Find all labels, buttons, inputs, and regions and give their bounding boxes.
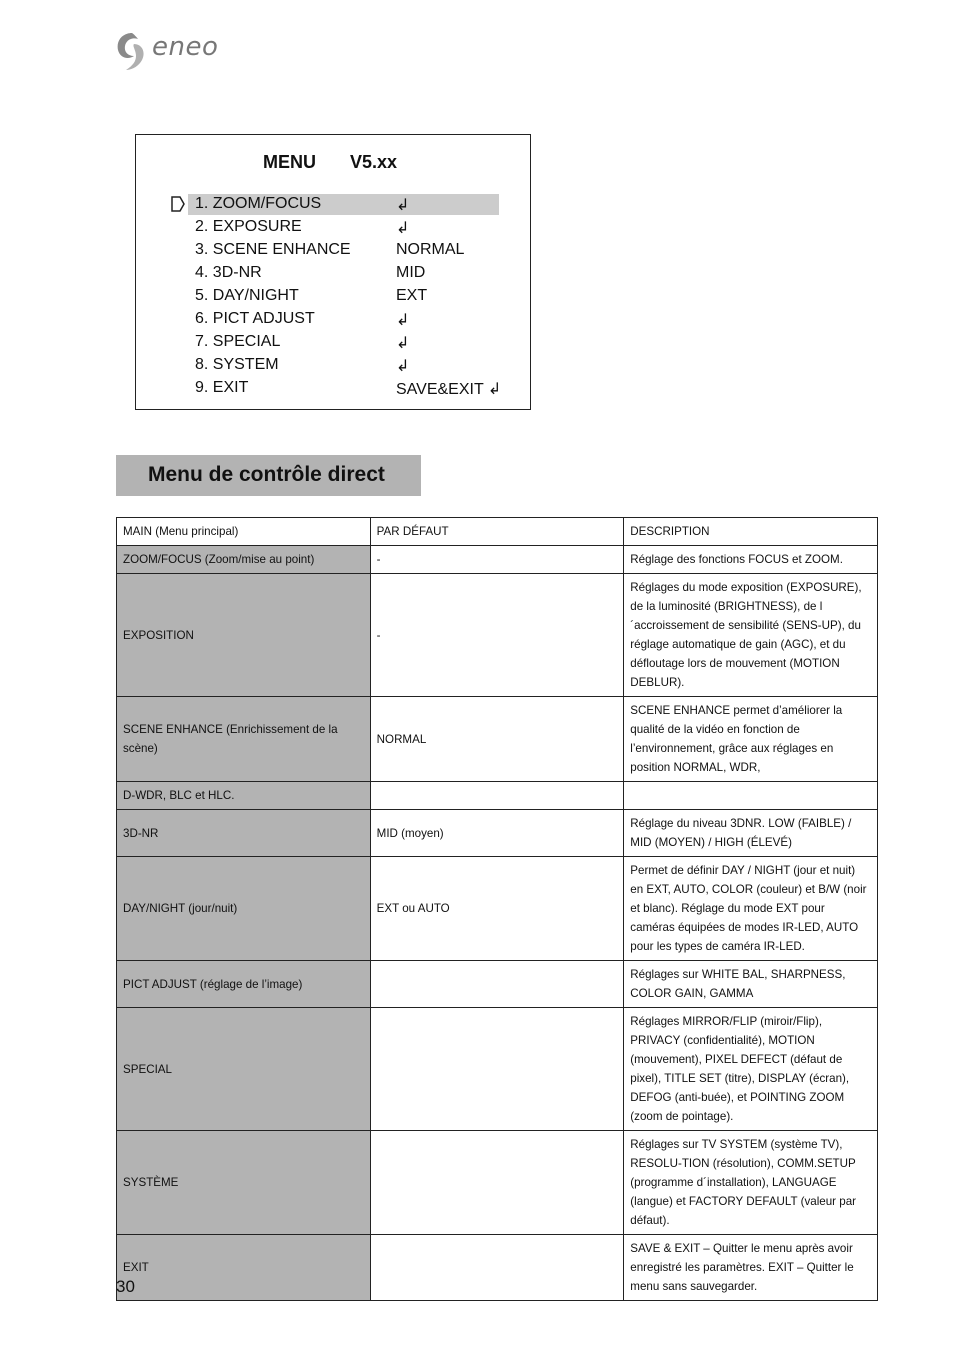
table-cell: ZOOM/FOCUS (Zoom/mise au point) bbox=[117, 546, 371, 574]
eneo-swirl-logo-icon bbox=[114, 30, 150, 72]
osd-menu-item[interactable] bbox=[136, 285, 530, 308]
cursor-arrow-icon bbox=[170, 195, 186, 213]
osd-item-value: EXT bbox=[396, 287, 428, 304]
osd-item-value: ↲ bbox=[396, 197, 410, 214]
osd-title-text: MENU bbox=[263, 152, 316, 172]
eneo-logo bbox=[114, 30, 224, 72]
table-cell: EXPOSITION bbox=[117, 574, 371, 697]
table-cell: Réglages MIRROR/FLIP (miroir/Flip), PRIVACY (confidentialité), MOTION (mouvement), PIXEL DEFECT (défaut de pixel), TITLE SET (titre), DISPLAY (écran), DEFOG (anti-buée), et POINTING ZOOM (zoom de pointage). bbox=[624, 1008, 878, 1131]
osd-item-label: 8. SYSTEM bbox=[195, 356, 279, 373]
osd-item-value: MID bbox=[396, 264, 426, 281]
osd-menu-item[interactable] bbox=[136, 308, 530, 331]
osd-menu-item[interactable] bbox=[136, 193, 530, 216]
table-cell: Permet de définir DAY / NIGHT (jour et nuit) en EXT, AUTO, COLOR (couleur) et B/W (noir et blanc). Réglage du mode EXT pour caméras équipées de modes IR-LED, AUTO pour les types de caméra IR-LED. bbox=[624, 857, 878, 961]
table-row bbox=[117, 574, 878, 697]
menu-table bbox=[116, 517, 878, 1301]
osd-item-label: 3. SCENE ENHANCE bbox=[195, 241, 351, 258]
table-cell: EXT ou AUTO bbox=[370, 857, 624, 961]
osd-item-label: 2. EXPOSURE bbox=[195, 218, 302, 235]
osd-menu-item[interactable] bbox=[136, 377, 530, 400]
osd-item-label: 7. SPECIAL bbox=[195, 333, 281, 350]
osd-item-value: NORMAL bbox=[396, 241, 465, 258]
table-row bbox=[117, 697, 878, 782]
osd-menu-item[interactable] bbox=[136, 262, 530, 285]
table-cell: Réglage du niveau 3DNR. LOW (FAIBLE) / MID (MOYEN) / HIGH (ÉLEVÉ) bbox=[624, 810, 878, 857]
table-cell: EXIT bbox=[117, 1235, 371, 1301]
table-cell: Réglages sur TV SYSTEM (système TV), RESOLU-TION (résolution), COMM.SETUP (programme d´installation), LANGUAGE (langue) et FACTORY DEFAULT (valeur par défaut). bbox=[624, 1131, 878, 1235]
brand-name: eneo bbox=[152, 32, 219, 62]
table-header-cell: DESCRIPTION bbox=[624, 518, 878, 546]
table-cell bbox=[624, 782, 878, 810]
table-cell: SPECIAL bbox=[117, 1008, 371, 1131]
osd-menu-item[interactable] bbox=[136, 216, 530, 239]
table-cell: DAY/NIGHT (jour/nuit) bbox=[117, 857, 371, 961]
table-cell: SCENE ENHANCE (Enrichissement de la scène) bbox=[117, 697, 371, 782]
table-cell: Réglage des fonctions FOCUS et ZOOM. bbox=[624, 546, 878, 574]
osd-item-value: ↲ bbox=[396, 358, 410, 375]
table-row bbox=[117, 810, 878, 857]
osd-item-value: ↲ bbox=[396, 220, 410, 237]
table-cell: SCENE ENHANCE permet d’améliorer la qualité de la vidéo en fonction de l’environnement, grâce aux réglages en position NORMAL, WDR, bbox=[624, 697, 878, 782]
section-title: Menu de contrôle direct bbox=[148, 463, 385, 486]
section-heading bbox=[116, 455, 421, 496]
table-cell: - bbox=[370, 546, 624, 574]
table-cell: SYSTÈME bbox=[117, 1131, 371, 1235]
table-row bbox=[117, 961, 878, 1008]
table-header-cell: MAIN (Menu principal) bbox=[117, 518, 371, 546]
table-cell: SAVE & EXIT – Quitter le menu après avoir enregistré les paramètres. EXIT – Quitter le menu sans sauvegarder. bbox=[624, 1235, 878, 1301]
table-cell bbox=[370, 1235, 624, 1301]
osd-item-label: 4. 3D-NR bbox=[195, 264, 262, 281]
table-cell bbox=[370, 961, 624, 1008]
table-cell bbox=[370, 782, 624, 810]
table-header-cell: PAR DÉFAUT bbox=[370, 518, 624, 546]
table-cell bbox=[370, 1008, 624, 1131]
table-row bbox=[117, 857, 878, 961]
osd-menu-item[interactable] bbox=[136, 354, 530, 377]
osd-item-label: 5. DAY/NIGHT bbox=[195, 287, 299, 304]
table-cell: 3D-NR bbox=[117, 810, 371, 857]
table-cell: MID (moyen) bbox=[370, 810, 624, 857]
osd-item-label: 1. ZOOM/FOCUS bbox=[195, 195, 322, 212]
table-cell bbox=[370, 1131, 624, 1235]
table-cell: Réglages du mode exposition (EXPOSURE), de la luminosité (BRIGHTNESS), de l´accroissement de sensibilité (SENS-UP), du réglage automatique de gain (AGC), et du défloutage lors de mouvement (MOTION DEBLUR). bbox=[624, 574, 878, 697]
osd-item-value: SAVE&EXIT ↲ bbox=[396, 381, 502, 398]
table-row bbox=[117, 782, 878, 810]
osd-menu-item[interactable] bbox=[136, 239, 530, 262]
osd-menu-title bbox=[263, 152, 431, 173]
osd-item-label: 9. EXIT bbox=[195, 379, 249, 396]
table-cell: NORMAL bbox=[370, 697, 624, 782]
osd-menu-items bbox=[136, 193, 530, 400]
osd-version: V5.xx bbox=[350, 152, 398, 172]
osd-item-value: ↲ bbox=[396, 312, 410, 329]
table-row bbox=[117, 1008, 878, 1131]
table-cell: PICT ADJUST (réglage de l’image) bbox=[117, 961, 371, 1008]
table-row bbox=[117, 1235, 878, 1301]
table-row bbox=[117, 546, 878, 574]
osd-item-label: 6. PICT ADJUST bbox=[195, 310, 315, 327]
osd-item-value: ↲ bbox=[396, 335, 410, 352]
osd-menu-item[interactable] bbox=[136, 331, 530, 354]
osd-menu bbox=[135, 134, 531, 410]
table-cell: Réglages sur WHITE BAL, SHARPNESS, COLOR GAIN, GAMMA bbox=[624, 961, 878, 1008]
table-header-row bbox=[117, 518, 878, 546]
table-cell: - bbox=[370, 574, 624, 697]
table-cell: D-WDR, BLC et HLC. bbox=[117, 782, 371, 810]
page-number: 30 bbox=[116, 1277, 135, 1296]
table-row bbox=[117, 1131, 878, 1235]
